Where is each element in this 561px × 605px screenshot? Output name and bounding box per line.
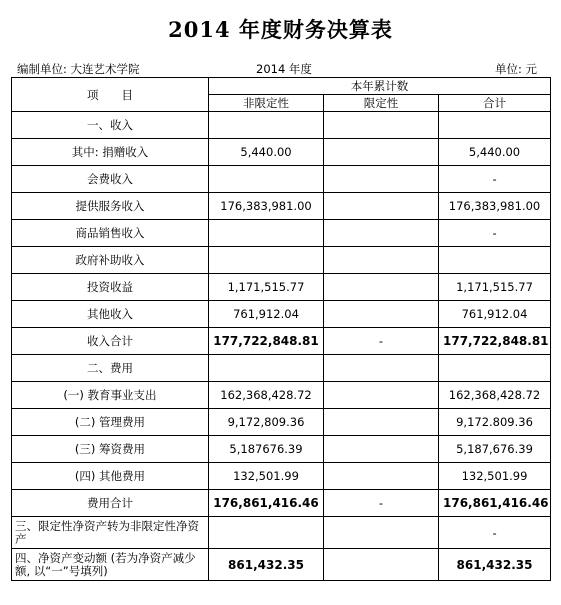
cell-unrestricted: 176,383,981.00 — [209, 193, 324, 220]
cell-total: - — [439, 220, 551, 247]
page-title: 2014 年度财务决算表 — [168, 17, 393, 42]
cell-unrestricted — [209, 220, 324, 247]
table-row — [12, 409, 551, 436]
row-label: 政府补助收入 — [12, 247, 209, 274]
row-label: 会费收入 — [12, 166, 209, 193]
cell-unrestricted: 1,171,515.77 — [209, 274, 324, 301]
header-group: 本年累计数 — [209, 78, 551, 95]
cell-restricted — [324, 139, 439, 166]
cell-restricted: - — [324, 328, 439, 355]
cell-unrestricted: 761,912.04 — [209, 301, 324, 328]
row-label: 商品销售收入 — [12, 220, 209, 247]
table-row — [12, 490, 551, 517]
cell-total — [439, 112, 551, 139]
cell-unrestricted: 132,501.99 — [209, 463, 324, 490]
cell-restricted — [324, 301, 439, 328]
cell-restricted — [324, 166, 439, 193]
cell-unrestricted — [209, 247, 324, 274]
row-label: 收入合计 — [12, 328, 209, 355]
row-label: 其他收入 — [12, 301, 209, 328]
cell-unrestricted: 861,432.35 — [209, 549, 324, 581]
row-label: 四、净资产变动额 (若为净资产减少额, 以“一”号填列) — [12, 549, 209, 581]
header-restricted: 限定性 — [324, 95, 439, 112]
cell-unrestricted: 5,187676.39 — [209, 436, 324, 463]
cell-restricted — [324, 274, 439, 301]
table-row — [12, 247, 551, 274]
table-row — [12, 549, 551, 581]
cell-restricted — [324, 409, 439, 436]
cell-unrestricted: 176,861,416.46 — [209, 490, 324, 517]
table-row — [12, 301, 551, 328]
cell-total: 1,171,515.77 — [439, 274, 551, 301]
row-label: 三、限定性净资产转为非限定性净资产 — [12, 517, 209, 549]
cell-total: 9,172.809.36 — [439, 409, 551, 436]
row-label: 其中: 捐赠收入 — [12, 139, 209, 166]
cell-restricted — [324, 355, 439, 382]
cell-total: - — [439, 166, 551, 193]
cell-total: 162,368,428.72 — [439, 382, 551, 409]
table-row — [12, 328, 551, 355]
cell-restricted — [324, 463, 439, 490]
table-row — [12, 274, 551, 301]
cell-restricted — [324, 549, 439, 581]
cell-unrestricted: 5,440.00 — [209, 139, 324, 166]
table-row — [12, 463, 551, 490]
cell-restricted — [324, 247, 439, 274]
header-total: 合计 — [439, 95, 551, 112]
financial-statement-table — [11, 77, 551, 581]
table-row — [12, 517, 551, 549]
table-row — [12, 166, 551, 193]
cell-unrestricted — [209, 112, 324, 139]
row-label: 一、收入 — [12, 112, 209, 139]
cell-unrestricted: 162,368,428.72 — [209, 382, 324, 409]
cell-total — [439, 247, 551, 274]
cell-total: 761,912.04 — [439, 301, 551, 328]
cell-total: 5,187,676.39 — [439, 436, 551, 463]
row-label: 提供服务收入 — [12, 193, 209, 220]
cell-restricted — [324, 112, 439, 139]
reporting-unit: 编制单位: 大连艺术学院 — [17, 62, 140, 76]
cell-unrestricted: 177,722,848.81 — [209, 328, 324, 355]
table-row — [12, 139, 551, 166]
cell-restricted — [324, 193, 439, 220]
table-row — [12, 382, 551, 409]
cell-unrestricted — [209, 355, 324, 382]
cell-restricted — [324, 517, 439, 549]
row-label: (四) 其他费用 — [12, 463, 209, 490]
cell-restricted: - — [324, 490, 439, 517]
cell-restricted — [324, 382, 439, 409]
table-row — [12, 220, 551, 247]
table-row — [12, 436, 551, 463]
cell-total — [439, 355, 551, 382]
cell-unrestricted — [209, 517, 324, 549]
header-unrestricted: 非限定性 — [209, 95, 324, 112]
header-item: 项 目 — [12, 78, 209, 112]
table-row — [12, 112, 551, 139]
cell-total: 176,861,416.46 — [439, 490, 551, 517]
row-label: 费用合计 — [12, 490, 209, 517]
row-label: 投资收益 — [12, 274, 209, 301]
fiscal-year: 2014 年度 — [256, 62, 312, 76]
row-label: 二、费用 — [12, 355, 209, 382]
cell-total: 176,383,981.00 — [439, 193, 551, 220]
cell-total: 177,722,848.81 — [439, 328, 551, 355]
cell-total: 5,440.00 — [439, 139, 551, 166]
table-row — [12, 193, 551, 220]
cell-unrestricted — [209, 166, 324, 193]
row-label: (二) 管理费用 — [12, 409, 209, 436]
header-row-1 — [12, 78, 551, 95]
cell-total: 861,432.35 — [439, 549, 551, 581]
currency-unit: 单位: 元 — [495, 62, 538, 76]
cell-unrestricted: 9,172,809.36 — [209, 409, 324, 436]
row-label: (三) 筹资费用 — [12, 436, 209, 463]
table-row — [12, 355, 551, 382]
cell-restricted — [324, 220, 439, 247]
cell-total: - — [439, 517, 551, 549]
cell-restricted — [324, 436, 439, 463]
row-label: (一) 教育事业支出 — [12, 382, 209, 409]
cell-total: 132,501.99 — [439, 463, 551, 490]
